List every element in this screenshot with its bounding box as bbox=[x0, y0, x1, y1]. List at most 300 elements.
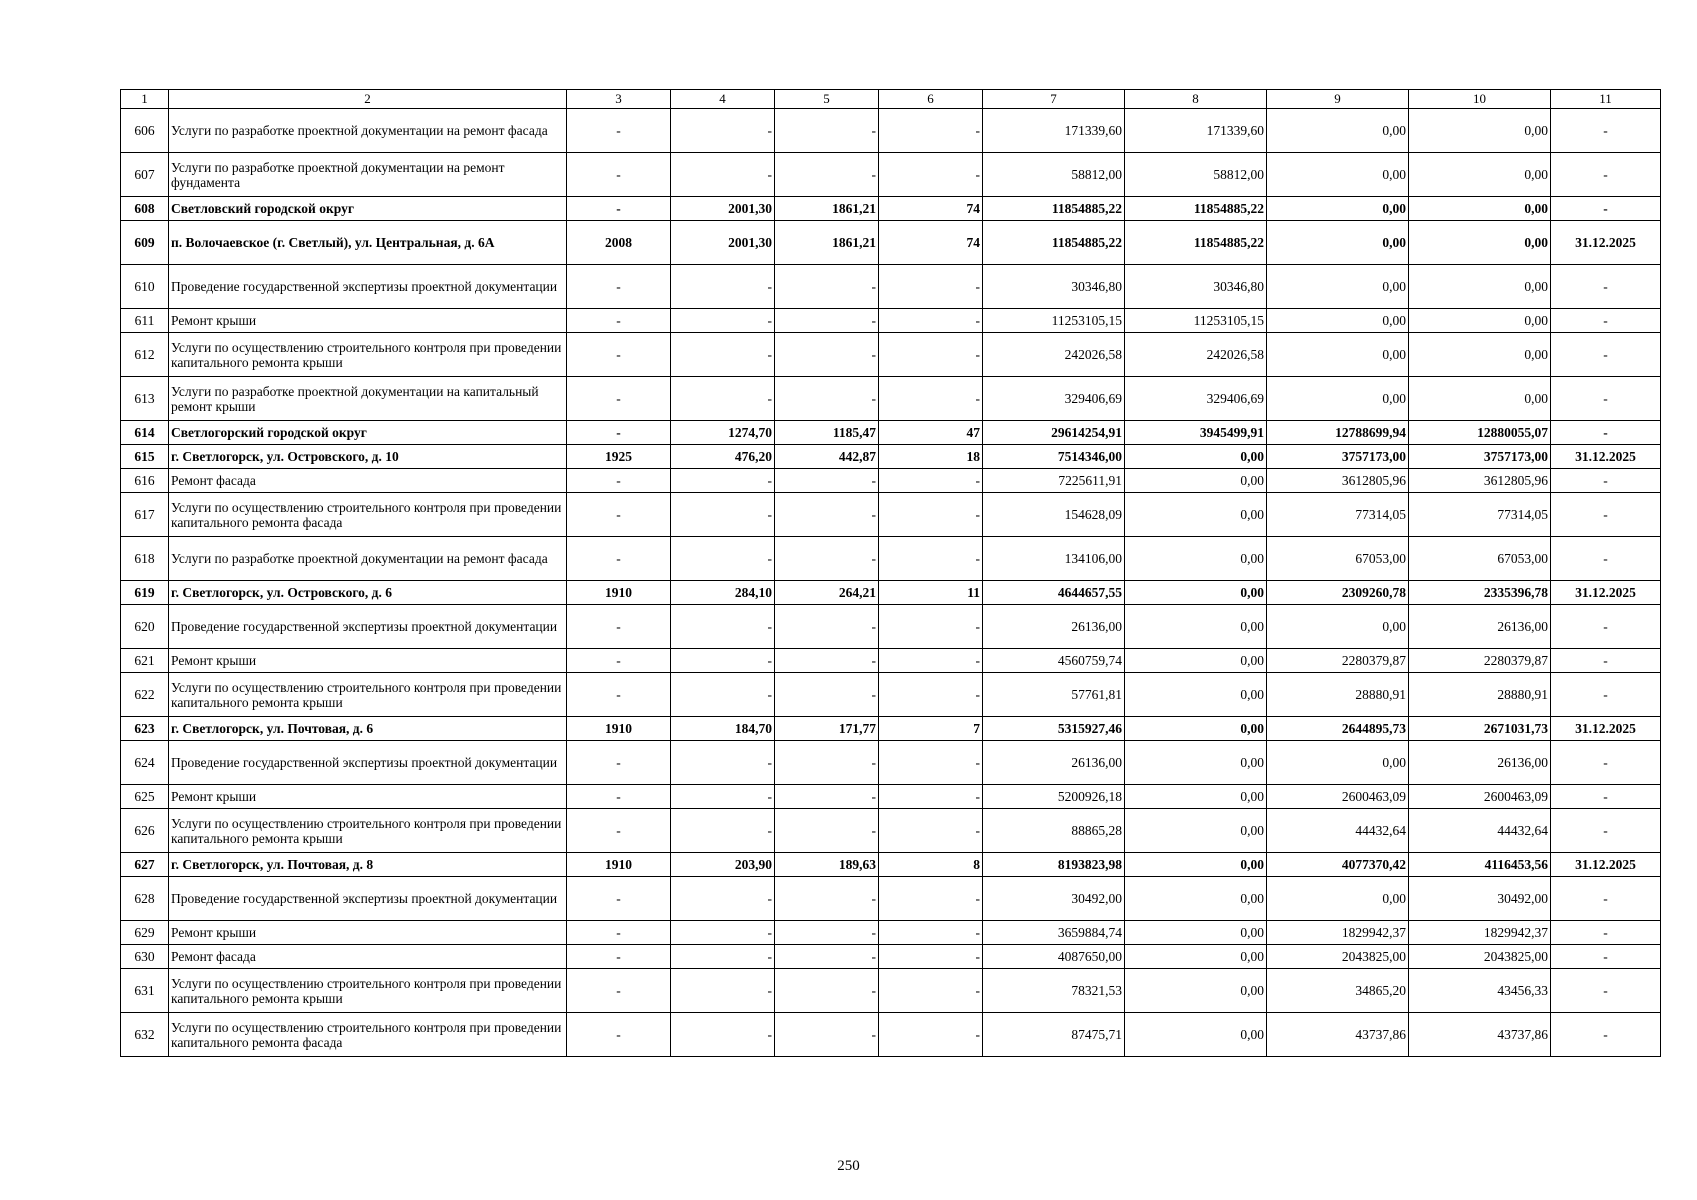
cell-cost-total: 87475,71 bbox=[983, 1013, 1125, 1057]
cell-year: - bbox=[567, 333, 671, 377]
cell-row-number: 632 bbox=[121, 1013, 169, 1057]
cell-area-total: - bbox=[671, 877, 775, 921]
cell-cost-col-9: 2309260,78 bbox=[1267, 581, 1409, 605]
cell-deadline: - bbox=[1551, 197, 1661, 221]
cell-area-total: - bbox=[671, 809, 775, 853]
cell-cost-col-8: 0,00 bbox=[1125, 921, 1267, 945]
cell-item-name: Ремонт крыши bbox=[169, 649, 567, 673]
cell-cost-total: 154628,09 bbox=[983, 493, 1125, 537]
cell-cost-col-9: 0,00 bbox=[1267, 197, 1409, 221]
cell-deadline: - bbox=[1551, 265, 1661, 309]
cell-cost-total: 134106,00 bbox=[983, 537, 1125, 581]
cell-residents: 7 bbox=[879, 717, 983, 741]
cell-year: - bbox=[567, 309, 671, 333]
cell-area-living: - bbox=[775, 377, 879, 421]
table-row bbox=[121, 581, 1661, 605]
cell-item-name: г. Светлогорск, ул. Островского, д. 10 bbox=[169, 445, 567, 469]
cell-row-number: 618 bbox=[121, 537, 169, 581]
table-row bbox=[121, 109, 1661, 153]
table-row bbox=[121, 673, 1661, 717]
table-row bbox=[121, 1013, 1661, 1057]
cell-residents: - bbox=[879, 469, 983, 493]
cell-area-living: - bbox=[775, 309, 879, 333]
cell-item-name: Услуги по разработке проектной документации на ремонт фундамента bbox=[169, 153, 567, 197]
cell-residents: - bbox=[879, 1013, 983, 1057]
cell-deadline: 31.12.2025 bbox=[1551, 445, 1661, 469]
cell-cost-col-8: 171339,60 bbox=[1125, 109, 1267, 153]
cell-area-total: - bbox=[671, 1013, 775, 1057]
cell-area-living: - bbox=[775, 785, 879, 809]
table-row bbox=[121, 969, 1661, 1013]
cell-row-number: 623 bbox=[121, 717, 169, 741]
cell-deadline: - bbox=[1551, 969, 1661, 1013]
cell-item-name: Услуги по осуществлению строительного контроля при проведении капитального ремонта крыши bbox=[169, 673, 567, 717]
column-number-6: 6 bbox=[879, 90, 983, 109]
table-row bbox=[121, 853, 1661, 877]
cell-area-total: - bbox=[671, 153, 775, 197]
cell-item-name: Услуги по осуществлению строительного контроля при проведении капитального ремонта крыши bbox=[169, 969, 567, 1013]
cell-year: - bbox=[567, 945, 671, 969]
table-row bbox=[121, 333, 1661, 377]
cell-cost-col-10: 2335396,78 bbox=[1409, 581, 1551, 605]
cell-residents: 47 bbox=[879, 421, 983, 445]
cell-deadline: - bbox=[1551, 945, 1661, 969]
cell-cost-col-10: 3757173,00 bbox=[1409, 445, 1551, 469]
column-number-2: 2 bbox=[169, 90, 567, 109]
table-row bbox=[121, 493, 1661, 537]
cell-cost-total: 7225611,91 bbox=[983, 469, 1125, 493]
cell-year: - bbox=[567, 197, 671, 221]
table-row bbox=[121, 221, 1661, 265]
table-row bbox=[121, 377, 1661, 421]
cell-area-living: - bbox=[775, 333, 879, 377]
cell-area-total: 2001,30 bbox=[671, 221, 775, 265]
cell-cost-total: 26136,00 bbox=[983, 605, 1125, 649]
cell-cost-total: 3659884,74 bbox=[983, 921, 1125, 945]
cell-cost-col-8: 0,00 bbox=[1125, 809, 1267, 853]
cell-row-number: 606 bbox=[121, 109, 169, 153]
cell-cost-col-9: 2043825,00 bbox=[1267, 945, 1409, 969]
cell-residents: - bbox=[879, 809, 983, 853]
cell-cost-col-10: 30492,00 bbox=[1409, 877, 1551, 921]
cell-cost-col-9: 1829942,37 bbox=[1267, 921, 1409, 945]
cell-cost-col-9: 0,00 bbox=[1267, 377, 1409, 421]
cell-year: - bbox=[567, 809, 671, 853]
column-number-1: 1 bbox=[121, 90, 169, 109]
cell-cost-col-10: 28880,91 bbox=[1409, 673, 1551, 717]
cell-year: - bbox=[567, 265, 671, 309]
cell-residents: 11 bbox=[879, 581, 983, 605]
cell-residents: - bbox=[879, 605, 983, 649]
cell-item-name: Ремонт фасада bbox=[169, 945, 567, 969]
cell-row-number: 608 bbox=[121, 197, 169, 221]
cell-item-name: г. Светлогорск, ул. Островского, д. 6 bbox=[169, 581, 567, 605]
cell-cost-col-8: 30346,80 bbox=[1125, 265, 1267, 309]
cell-cost-col-9: 77314,05 bbox=[1267, 493, 1409, 537]
cell-area-living: - bbox=[775, 969, 879, 1013]
cell-year: - bbox=[567, 921, 671, 945]
repair-program-table bbox=[120, 89, 1661, 1057]
cell-cost-total: 29614254,91 bbox=[983, 421, 1125, 445]
cell-residents: - bbox=[879, 153, 983, 197]
cell-residents: - bbox=[879, 921, 983, 945]
cell-cost-col-9: 0,00 bbox=[1267, 221, 1409, 265]
cell-area-living: 264,21 bbox=[775, 581, 879, 605]
cell-area-living: - bbox=[775, 673, 879, 717]
table-row bbox=[121, 309, 1661, 333]
cell-cost-col-8: 0,00 bbox=[1125, 493, 1267, 537]
cell-cost-total: 4087650,00 bbox=[983, 945, 1125, 969]
cell-cost-col-9: 3757173,00 bbox=[1267, 445, 1409, 469]
cell-row-number: 626 bbox=[121, 809, 169, 853]
cell-cost-col-9: 0,00 bbox=[1267, 309, 1409, 333]
cell-item-name: Светлогорский городской округ bbox=[169, 421, 567, 445]
cell-cost-col-10: 2043825,00 bbox=[1409, 945, 1551, 969]
cell-item-name: Проведение государственной экспертизы проектной документации bbox=[169, 741, 567, 785]
cell-row-number: 612 bbox=[121, 333, 169, 377]
cell-area-total: 2001,30 bbox=[671, 197, 775, 221]
cell-area-total: - bbox=[671, 673, 775, 717]
cell-item-name: Ремонт фасада bbox=[169, 469, 567, 493]
cell-cost-col-10: 1829942,37 bbox=[1409, 921, 1551, 945]
cell-year: - bbox=[567, 421, 671, 445]
cell-year: - bbox=[567, 469, 671, 493]
cell-row-number: 620 bbox=[121, 605, 169, 649]
table-row bbox=[121, 197, 1661, 221]
cell-cost-total: 78321,53 bbox=[983, 969, 1125, 1013]
cell-area-total: - bbox=[671, 921, 775, 945]
cell-cost-total: 58812,00 bbox=[983, 153, 1125, 197]
cell-cost-col-9: 0,00 bbox=[1267, 265, 1409, 309]
cell-cost-total: 5200926,18 bbox=[983, 785, 1125, 809]
cell-cost-col-9: 2280379,87 bbox=[1267, 649, 1409, 673]
cell-residents: - bbox=[879, 265, 983, 309]
column-number-11: 11 bbox=[1551, 90, 1661, 109]
cell-area-total: 476,20 bbox=[671, 445, 775, 469]
cell-area-total: - bbox=[671, 649, 775, 673]
cell-row-number: 609 bbox=[121, 221, 169, 265]
cell-cost-col-9: 4077370,42 bbox=[1267, 853, 1409, 877]
cell-item-name: г. Светлогорск, ул. Почтовая, д. 6 bbox=[169, 717, 567, 741]
cell-cost-col-8: 0,00 bbox=[1125, 969, 1267, 1013]
cell-residents: - bbox=[879, 945, 983, 969]
cell-area-total: - bbox=[671, 945, 775, 969]
cell-area-total: - bbox=[671, 265, 775, 309]
cell-year: - bbox=[567, 537, 671, 581]
cell-deadline: - bbox=[1551, 921, 1661, 945]
cell-area-total: - bbox=[671, 969, 775, 1013]
cell-cost-col-10: 0,00 bbox=[1409, 333, 1551, 377]
cell-deadline: - bbox=[1551, 673, 1661, 717]
cell-row-number: 614 bbox=[121, 421, 169, 445]
cell-deadline: - bbox=[1551, 421, 1661, 445]
cell-deadline: - bbox=[1551, 493, 1661, 537]
cell-item-name: Светловский городской округ bbox=[169, 197, 567, 221]
cell-cost-col-8: 58812,00 bbox=[1125, 153, 1267, 197]
cell-residents: - bbox=[879, 493, 983, 537]
column-number-7: 7 bbox=[983, 90, 1125, 109]
cell-residents: - bbox=[879, 877, 983, 921]
table-row bbox=[121, 741, 1661, 785]
cell-deadline: 31.12.2025 bbox=[1551, 221, 1661, 265]
cell-row-number: 627 bbox=[121, 853, 169, 877]
cell-row-number: 607 bbox=[121, 153, 169, 197]
cell-area-living: - bbox=[775, 493, 879, 537]
cell-cost-col-10: 67053,00 bbox=[1409, 537, 1551, 581]
cell-cost-col-8: 3945499,91 bbox=[1125, 421, 1267, 445]
cell-area-total: 284,10 bbox=[671, 581, 775, 605]
cell-residents: - bbox=[879, 741, 983, 785]
cell-deadline: - bbox=[1551, 605, 1661, 649]
cell-cost-col-9: 67053,00 bbox=[1267, 537, 1409, 581]
cell-deadline: - bbox=[1551, 649, 1661, 673]
table-row bbox=[121, 649, 1661, 673]
header-row bbox=[121, 90, 1661, 109]
cell-cost-col-10: 0,00 bbox=[1409, 221, 1551, 265]
cell-cost-total: 26136,00 bbox=[983, 741, 1125, 785]
table-row bbox=[121, 921, 1661, 945]
cell-area-total: 1274,70 bbox=[671, 421, 775, 445]
cell-cost-total: 11854885,22 bbox=[983, 221, 1125, 265]
cell-cost-col-10: 43456,33 bbox=[1409, 969, 1551, 1013]
cell-item-name: Ремонт крыши bbox=[169, 921, 567, 945]
cell-deadline: - bbox=[1551, 377, 1661, 421]
cell-item-name: Ремонт крыши bbox=[169, 785, 567, 809]
cell-cost-total: 57761,81 bbox=[983, 673, 1125, 717]
cell-cost-col-10: 44432,64 bbox=[1409, 809, 1551, 853]
cell-row-number: 613 bbox=[121, 377, 169, 421]
cell-area-living: 1861,21 bbox=[775, 221, 879, 265]
cell-cost-col-8: 0,00 bbox=[1125, 673, 1267, 717]
cell-cost-total: 8193823,98 bbox=[983, 853, 1125, 877]
cell-cost-col-8: 0,00 bbox=[1125, 469, 1267, 493]
cell-cost-col-10: 26136,00 bbox=[1409, 741, 1551, 785]
cell-cost-col-10: 0,00 bbox=[1409, 153, 1551, 197]
cell-cost-col-9: 0,00 bbox=[1267, 877, 1409, 921]
cell-cost-col-9: 28880,91 bbox=[1267, 673, 1409, 717]
cell-residents: - bbox=[879, 377, 983, 421]
cell-cost-total: 329406,69 bbox=[983, 377, 1125, 421]
cell-cost-col-10: 26136,00 bbox=[1409, 605, 1551, 649]
cell-item-name: Услуги по осуществлению строительного контроля при проведении капитального ремонта крыши bbox=[169, 809, 567, 853]
cell-area-total: - bbox=[671, 469, 775, 493]
cell-residents: - bbox=[879, 785, 983, 809]
table-row bbox=[121, 421, 1661, 445]
cell-deadline: - bbox=[1551, 309, 1661, 333]
column-number-3: 3 bbox=[567, 90, 671, 109]
cell-item-name: Услуги по осуществлению строительного контроля при проведении капитального ремонта фасада bbox=[169, 1013, 567, 1057]
cell-cost-col-9: 2644895,73 bbox=[1267, 717, 1409, 741]
cell-deadline: - bbox=[1551, 877, 1661, 921]
cell-deadline: 31.12.2025 bbox=[1551, 853, 1661, 877]
cell-row-number: 617 bbox=[121, 493, 169, 537]
cell-cost-col-10: 2671031,73 bbox=[1409, 717, 1551, 741]
cell-item-name: Проведение государственной экспертизы проектной документации bbox=[169, 265, 567, 309]
cell-cost-col-8: 11854885,22 bbox=[1125, 221, 1267, 265]
cell-area-living: 1861,21 bbox=[775, 197, 879, 221]
cell-residents: - bbox=[879, 649, 983, 673]
cell-cost-col-9: 2600463,09 bbox=[1267, 785, 1409, 809]
cell-cost-col-10: 12880055,07 bbox=[1409, 421, 1551, 445]
cell-deadline: - bbox=[1551, 333, 1661, 377]
cell-cost-total: 4644657,55 bbox=[983, 581, 1125, 605]
cell-cost-col-10: 2600463,09 bbox=[1409, 785, 1551, 809]
cell-cost-col-8: 0,00 bbox=[1125, 741, 1267, 785]
cell-item-name: Проведение государственной экспертизы проектной документации bbox=[169, 605, 567, 649]
cell-cost-col-8: 0,00 bbox=[1125, 717, 1267, 741]
cell-item-name: Ремонт крыши bbox=[169, 309, 567, 333]
cell-cost-col-8: 0,00 bbox=[1125, 877, 1267, 921]
cell-cost-col-9: 0,00 bbox=[1267, 741, 1409, 785]
cell-cost-col-9: 0,00 bbox=[1267, 153, 1409, 197]
cell-area-living: - bbox=[775, 109, 879, 153]
cell-cost-col-8: 0,00 bbox=[1125, 785, 1267, 809]
cell-residents: - bbox=[879, 673, 983, 717]
cell-row-number: 630 bbox=[121, 945, 169, 969]
cell-cost-col-10: 43737,86 bbox=[1409, 1013, 1551, 1057]
cell-area-living: - bbox=[775, 153, 879, 197]
cell-area-total: - bbox=[671, 333, 775, 377]
table-row bbox=[121, 445, 1661, 469]
cell-area-total: - bbox=[671, 377, 775, 421]
cell-residents: - bbox=[879, 969, 983, 1013]
column-number-8: 8 bbox=[1125, 90, 1267, 109]
cell-year: 1925 bbox=[567, 445, 671, 469]
cell-item-name: п. Волочаевское (г. Светлый), ул. Центральная, д. 6А bbox=[169, 221, 567, 265]
cell-cost-col-8: 329406,69 bbox=[1125, 377, 1267, 421]
cell-deadline: - bbox=[1551, 469, 1661, 493]
cell-cost-col-10: 4116453,56 bbox=[1409, 853, 1551, 877]
cell-year: - bbox=[567, 1013, 671, 1057]
cell-cost-total: 30346,80 bbox=[983, 265, 1125, 309]
cell-area-living: - bbox=[775, 741, 879, 785]
cell-area-total: - bbox=[671, 741, 775, 785]
cell-residents: - bbox=[879, 109, 983, 153]
cell-row-number: 610 bbox=[121, 265, 169, 309]
cell-residents: - bbox=[879, 537, 983, 581]
cell-area-living: - bbox=[775, 1013, 879, 1057]
cell-cost-total: 11253105,15 bbox=[983, 309, 1125, 333]
cell-year: 2008 bbox=[567, 221, 671, 265]
table-row bbox=[121, 809, 1661, 853]
cell-area-living: - bbox=[775, 945, 879, 969]
cell-cost-col-10: 2280379,87 bbox=[1409, 649, 1551, 673]
cell-row-number: 631 bbox=[121, 969, 169, 1013]
cell-cost-total: 171339,60 bbox=[983, 109, 1125, 153]
table-body bbox=[121, 90, 1661, 1057]
cell-item-name: Услуги по разработке проектной документации на ремонт фасада bbox=[169, 109, 567, 153]
cell-cost-col-9: 0,00 bbox=[1267, 109, 1409, 153]
cell-cost-col-10: 0,00 bbox=[1409, 265, 1551, 309]
table-row bbox=[121, 785, 1661, 809]
cell-year: - bbox=[567, 741, 671, 785]
cell-cost-col-8: 242026,58 bbox=[1125, 333, 1267, 377]
cell-area-living: - bbox=[775, 809, 879, 853]
cell-year: 1910 bbox=[567, 853, 671, 877]
cell-row-number: 611 bbox=[121, 309, 169, 333]
cell-cost-col-8: 0,00 bbox=[1125, 605, 1267, 649]
cell-cost-col-10: 0,00 bbox=[1409, 109, 1551, 153]
cell-deadline: 31.12.2025 bbox=[1551, 581, 1661, 605]
cell-cost-col-8: 0,00 bbox=[1125, 945, 1267, 969]
cell-deadline: - bbox=[1551, 1013, 1661, 1057]
cell-cost-col-9: 43737,86 bbox=[1267, 1013, 1409, 1057]
cell-cost-col-9: 34865,20 bbox=[1267, 969, 1409, 1013]
cell-cost-col-10: 3612805,96 bbox=[1409, 469, 1551, 493]
cell-residents: 18 bbox=[879, 445, 983, 469]
cell-year: - bbox=[567, 605, 671, 649]
table-row bbox=[121, 877, 1661, 921]
cell-row-number: 622 bbox=[121, 673, 169, 717]
cell-cost-col-8: 0,00 bbox=[1125, 537, 1267, 581]
cell-year: 1910 bbox=[567, 581, 671, 605]
column-number-5: 5 bbox=[775, 90, 879, 109]
column-number-4: 4 bbox=[671, 90, 775, 109]
cell-cost-col-9: 0,00 bbox=[1267, 333, 1409, 377]
cell-deadline: - bbox=[1551, 153, 1661, 197]
cell-cost-col-8: 11854885,22 bbox=[1125, 197, 1267, 221]
cell-item-name: Проведение государственной экспертизы проектной документации bbox=[169, 877, 567, 921]
cell-item-name: Услуги по осуществлению строительного контроля при проведении капитального ремонта крыши bbox=[169, 333, 567, 377]
cell-deadline: - bbox=[1551, 537, 1661, 581]
cell-residents: - bbox=[879, 309, 983, 333]
cell-area-living: 1185,47 bbox=[775, 421, 879, 445]
table-row bbox=[121, 717, 1661, 741]
cell-area-total: - bbox=[671, 493, 775, 537]
table-row bbox=[121, 537, 1661, 581]
cell-year: - bbox=[567, 153, 671, 197]
cell-area-living: - bbox=[775, 469, 879, 493]
cell-row-number: 624 bbox=[121, 741, 169, 785]
cell-area-total: - bbox=[671, 109, 775, 153]
cell-area-total: - bbox=[671, 605, 775, 649]
cell-area-living: - bbox=[775, 605, 879, 649]
cell-row-number: 616 bbox=[121, 469, 169, 493]
cell-cost-total: 242026,58 bbox=[983, 333, 1125, 377]
cell-cost-col-9: 12788699,94 bbox=[1267, 421, 1409, 445]
cell-row-number: 628 bbox=[121, 877, 169, 921]
cell-area-living: - bbox=[775, 649, 879, 673]
cell-cost-total: 30492,00 bbox=[983, 877, 1125, 921]
table-row bbox=[121, 605, 1661, 649]
cell-cost-col-8: 0,00 bbox=[1125, 853, 1267, 877]
cell-cost-col-8: 0,00 bbox=[1125, 445, 1267, 469]
cell-deadline: - bbox=[1551, 785, 1661, 809]
cell-year: - bbox=[567, 673, 671, 717]
table-row bbox=[121, 945, 1661, 969]
cell-item-name: Услуги по осуществлению строительного контроля при проведении капитального ремонта фасада bbox=[169, 493, 567, 537]
cell-year: - bbox=[567, 109, 671, 153]
cell-area-living: 189,63 bbox=[775, 853, 879, 877]
cell-year: - bbox=[567, 877, 671, 921]
cell-item-name: г. Светлогорск, ул. Почтовая, д. 8 bbox=[169, 853, 567, 877]
cell-cost-col-10: 0,00 bbox=[1409, 377, 1551, 421]
cell-area-living: - bbox=[775, 921, 879, 945]
cell-residents: 74 bbox=[879, 221, 983, 265]
cell-year: - bbox=[567, 493, 671, 537]
cell-residents: 8 bbox=[879, 853, 983, 877]
table-row bbox=[121, 153, 1661, 197]
cell-cost-col-9: 0,00 bbox=[1267, 605, 1409, 649]
cell-cost-total: 88865,28 bbox=[983, 809, 1125, 853]
cell-deadline: - bbox=[1551, 741, 1661, 785]
cell-row-number: 625 bbox=[121, 785, 169, 809]
page-number: 250 bbox=[837, 1158, 860, 1174]
cell-deadline: - bbox=[1551, 809, 1661, 853]
cell-year: - bbox=[567, 969, 671, 1013]
table-row bbox=[121, 469, 1661, 493]
column-number-9: 9 bbox=[1267, 90, 1409, 109]
